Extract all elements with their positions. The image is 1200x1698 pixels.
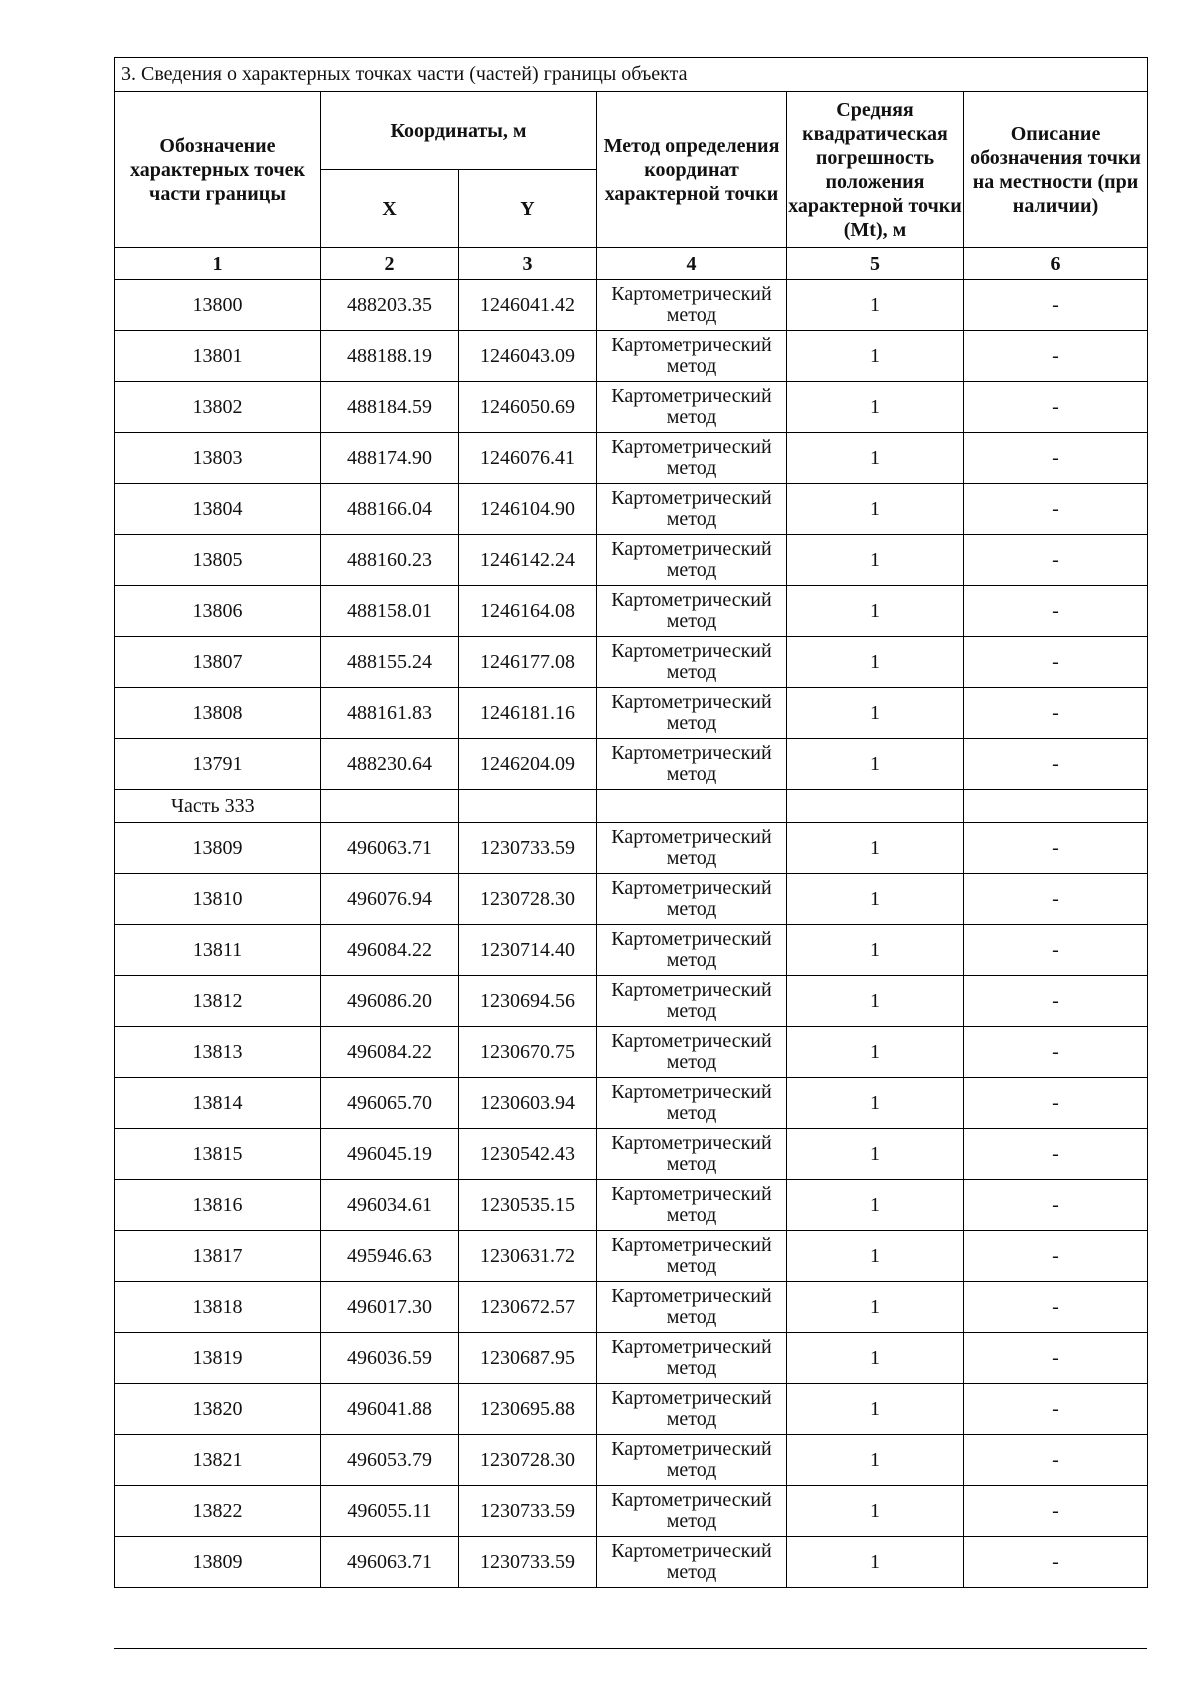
description-cell: - (964, 484, 1148, 535)
coordinate-y-cell: 1246142.24 (459, 535, 597, 586)
empty-cell (964, 790, 1148, 823)
description-cell: - (964, 535, 1148, 586)
description-cell: - (964, 1537, 1148, 1588)
method-cell: Картометрический метод (597, 874, 787, 925)
method-cell: Картометрический метод (597, 280, 787, 331)
table-body (115, 280, 1148, 1588)
coordinate-y-cell: 1230733.59 (459, 823, 597, 874)
method-cell: Картометрический метод (597, 535, 787, 586)
error-cell: 1 (787, 433, 964, 484)
coordinate-x-cell: 488161.83 (321, 688, 459, 739)
error-cell: 1 (787, 1486, 964, 1537)
point-id-cell: 13813 (115, 1027, 321, 1078)
point-id-cell: 13809 (115, 823, 321, 874)
table-row (115, 976, 1148, 1027)
point-id-cell: 13814 (115, 1078, 321, 1129)
coordinate-y-cell: 1246043.09 (459, 331, 597, 382)
table-row (115, 925, 1148, 976)
method-cell: Картометрический метод (597, 331, 787, 382)
description-cell: - (964, 739, 1148, 790)
column-number: 4 (597, 248, 787, 280)
point-id-cell: 13805 (115, 535, 321, 586)
column-number: 6 (964, 248, 1148, 280)
column-number: 1 (115, 248, 321, 280)
point-id-cell: 13810 (115, 874, 321, 925)
error-cell: 1 (787, 1435, 964, 1486)
error-cell: 1 (787, 280, 964, 331)
coordinate-x-cell: 488184.59 (321, 382, 459, 433)
error-cell: 1 (787, 382, 964, 433)
method-cell: Картометрический метод (597, 1537, 787, 1588)
empty-cell (459, 790, 597, 823)
point-id-cell: 13820 (115, 1384, 321, 1435)
table-row (115, 586, 1148, 637)
point-id-cell: 13821 (115, 1435, 321, 1486)
method-cell: Картометрический метод (597, 586, 787, 637)
point-id-cell: 13806 (115, 586, 321, 637)
coordinate-y-cell: 1230535.15 (459, 1180, 597, 1231)
coordinate-y-cell: 1230542.43 (459, 1129, 597, 1180)
error-cell: 1 (787, 586, 964, 637)
table-row (115, 1537, 1148, 1588)
description-cell: - (964, 1231, 1148, 1282)
part-label: Часть 333 (115, 790, 321, 823)
coordinate-y-cell: 1230631.72 (459, 1231, 597, 1282)
error-cell: 1 (787, 637, 964, 688)
table-row (115, 1027, 1148, 1078)
point-id-cell: 13815 (115, 1129, 321, 1180)
table-row (115, 874, 1148, 925)
coordinate-x-cell: 496076.94 (321, 874, 459, 925)
point-id-cell: 13809 (115, 1537, 321, 1588)
table-row (115, 1333, 1148, 1384)
column-number: 2 (321, 248, 459, 280)
description-cell: - (964, 637, 1148, 688)
description-cell: - (964, 586, 1148, 637)
header-x: X (321, 170, 459, 248)
method-cell: Картометрический метод (597, 1027, 787, 1078)
description-cell: - (964, 280, 1148, 331)
point-id-cell: 13822 (115, 1486, 321, 1537)
coordinate-x-cell: 496063.71 (321, 1537, 459, 1588)
method-cell: Картометрический метод (597, 1486, 787, 1537)
method-cell: Картометрический метод (597, 1333, 787, 1384)
header-method: Метод определения координат характерной точки (597, 92, 787, 248)
coordinate-y-cell: 1230728.30 (459, 874, 597, 925)
coordinate-x-cell: 496053.79 (321, 1435, 459, 1486)
header-designation: Обозначение характерных точек части границы (115, 92, 321, 248)
method-cell: Картометрический метод (597, 1384, 787, 1435)
table-row (115, 1282, 1148, 1333)
coordinate-x-cell: 496065.70 (321, 1078, 459, 1129)
table-row (115, 739, 1148, 790)
error-cell: 1 (787, 1537, 964, 1588)
coordinate-x-cell: 488166.04 (321, 484, 459, 535)
method-cell: Картометрический метод (597, 1078, 787, 1129)
footer-divider (114, 1648, 1147, 1649)
coordinate-y-cell: 1230728.30 (459, 1435, 597, 1486)
error-cell: 1 (787, 925, 964, 976)
error-cell: 1 (787, 1333, 964, 1384)
coordinate-y-cell: 1230603.94 (459, 1078, 597, 1129)
coordinate-y-cell: 1230695.88 (459, 1384, 597, 1435)
method-cell: Картометрический метод (597, 484, 787, 535)
coordinate-x-cell: 496063.71 (321, 823, 459, 874)
table-row (115, 1078, 1148, 1129)
coordinate-y-cell: 1230670.75 (459, 1027, 597, 1078)
header-coordinates: Координаты, м (321, 92, 597, 170)
error-cell: 1 (787, 1027, 964, 1078)
error-cell: 1 (787, 976, 964, 1027)
table-row (115, 280, 1148, 331)
method-cell: Картометрический метод (597, 823, 787, 874)
description-cell: - (964, 1027, 1148, 1078)
method-cell: Картометрический метод (597, 976, 787, 1027)
method-cell: Картометрический метод (597, 925, 787, 976)
coordinate-y-cell: 1246164.08 (459, 586, 597, 637)
coordinate-x-cell: 496017.30 (321, 1282, 459, 1333)
coordinate-y-cell: 1246177.08 (459, 637, 597, 688)
method-cell: Картометрический метод (597, 382, 787, 433)
section-title: 3. Сведения о характерных точках части (частей) границы объекта (115, 58, 1148, 92)
coordinate-x-cell: 496084.22 (321, 925, 459, 976)
table-row (115, 433, 1148, 484)
coordinate-x-cell: 488188.19 (321, 331, 459, 382)
point-id-cell: 13808 (115, 688, 321, 739)
empty-cell (787, 790, 964, 823)
coordinate-y-cell: 1246041.42 (459, 280, 597, 331)
coordinate-x-cell: 488174.90 (321, 433, 459, 484)
method-cell: Картометрический метод (597, 1282, 787, 1333)
point-id-cell: 13802 (115, 382, 321, 433)
coordinate-x-cell: 496055.11 (321, 1486, 459, 1537)
header-y: Y (459, 170, 597, 248)
error-cell: 1 (787, 739, 964, 790)
coordinate-y-cell: 1246076.41 (459, 433, 597, 484)
coordinate-x-cell: 488230.64 (321, 739, 459, 790)
description-cell: - (964, 1180, 1148, 1231)
description-cell: - (964, 1129, 1148, 1180)
coordinate-x-cell: 496084.22 (321, 1027, 459, 1078)
coordinate-y-cell: 1230733.59 (459, 1537, 597, 1588)
coordinate-y-cell: 1230714.40 (459, 925, 597, 976)
point-id-cell: 13811 (115, 925, 321, 976)
coordinate-y-cell: 1230672.57 (459, 1282, 597, 1333)
boundary-points-table (114, 57, 1148, 1588)
coordinate-x-cell: 496041.88 (321, 1384, 459, 1435)
point-id-cell: 13791 (115, 739, 321, 790)
empty-cell (321, 790, 459, 823)
point-id-cell: 13816 (115, 1180, 321, 1231)
point-id-cell: 13804 (115, 484, 321, 535)
method-cell: Картометрический метод (597, 1180, 787, 1231)
coordinate-x-cell: 496086.20 (321, 976, 459, 1027)
table-row (115, 382, 1148, 433)
table-row (115, 1231, 1148, 1282)
empty-cell (597, 790, 787, 823)
error-cell: 1 (787, 1078, 964, 1129)
method-cell: Картометрический метод (597, 688, 787, 739)
description-cell: - (964, 433, 1148, 484)
coordinate-y-cell: 1246104.90 (459, 484, 597, 535)
table-row (115, 1384, 1148, 1435)
description-cell: - (964, 1486, 1148, 1537)
table-row (115, 484, 1148, 535)
description-cell: - (964, 1078, 1148, 1129)
description-cell: - (964, 976, 1148, 1027)
table-row (115, 1435, 1148, 1486)
coordinate-x-cell: 488203.35 (321, 280, 459, 331)
method-cell: Картометрический метод (597, 1129, 787, 1180)
coordinate-y-cell: 1246181.16 (459, 688, 597, 739)
error-cell: 1 (787, 823, 964, 874)
coordinate-x-cell: 495946.63 (321, 1231, 459, 1282)
description-cell: - (964, 1435, 1148, 1486)
point-id-cell: 13807 (115, 637, 321, 688)
error-cell: 1 (787, 484, 964, 535)
column-number: 3 (459, 248, 597, 280)
coordinate-y-cell: 1246204.09 (459, 739, 597, 790)
description-cell: - (964, 1384, 1148, 1435)
table-row (115, 1129, 1148, 1180)
column-numbers-row (115, 248, 1148, 280)
description-cell: - (964, 823, 1148, 874)
error-cell: 1 (787, 1282, 964, 1333)
method-cell: Картометрический метод (597, 433, 787, 484)
coordinate-x-cell: 488155.24 (321, 637, 459, 688)
point-id-cell: 13812 (115, 976, 321, 1027)
method-cell: Картометрический метод (597, 1435, 787, 1486)
description-cell: - (964, 382, 1148, 433)
part-row (115, 790, 1148, 823)
description-cell: - (964, 688, 1148, 739)
table-row (115, 331, 1148, 382)
point-id-cell: 13818 (115, 1282, 321, 1333)
table-row (115, 1486, 1148, 1537)
method-cell: Картометрический метод (597, 739, 787, 790)
coordinate-y-cell: 1230733.59 (459, 1486, 597, 1537)
point-id-cell: 13819 (115, 1333, 321, 1384)
coordinate-y-cell: 1230694.56 (459, 976, 597, 1027)
table-row (115, 823, 1148, 874)
description-cell: - (964, 1333, 1148, 1384)
method-cell: Картометрический метод (597, 1231, 787, 1282)
column-number: 5 (787, 248, 964, 280)
point-id-cell: 13803 (115, 433, 321, 484)
error-cell: 1 (787, 1384, 964, 1435)
header-error: Средняя квадратическая погрешность положения характерной точки (Mt), м (787, 92, 964, 248)
table-row (115, 535, 1148, 586)
error-cell: 1 (787, 1231, 964, 1282)
coordinate-y-cell: 1230687.95 (459, 1333, 597, 1384)
error-cell: 1 (787, 688, 964, 739)
coordinate-x-cell: 488158.01 (321, 586, 459, 637)
coordinate-x-cell: 496045.19 (321, 1129, 459, 1180)
error-cell: 1 (787, 331, 964, 382)
error-cell: 1 (787, 535, 964, 586)
table-row (115, 1180, 1148, 1231)
coordinate-x-cell: 496034.61 (321, 1180, 459, 1231)
error-cell: 1 (787, 1129, 964, 1180)
point-id-cell: 13800 (115, 280, 321, 331)
description-cell: - (964, 1282, 1148, 1333)
description-cell: - (964, 874, 1148, 925)
description-cell: - (964, 331, 1148, 382)
coordinate-y-cell: 1246050.69 (459, 382, 597, 433)
coordinate-x-cell: 488160.23 (321, 535, 459, 586)
table-row (115, 637, 1148, 688)
point-id-cell: 13801 (115, 331, 321, 382)
header-description: Описание обозначения точки на местности (при наличии) (964, 92, 1148, 248)
description-cell: - (964, 925, 1148, 976)
error-cell: 1 (787, 1180, 964, 1231)
method-cell: Картометрический метод (597, 637, 787, 688)
coordinate-x-cell: 496036.59 (321, 1333, 459, 1384)
table-row (115, 688, 1148, 739)
error-cell: 1 (787, 874, 964, 925)
point-id-cell: 13817 (115, 1231, 321, 1282)
